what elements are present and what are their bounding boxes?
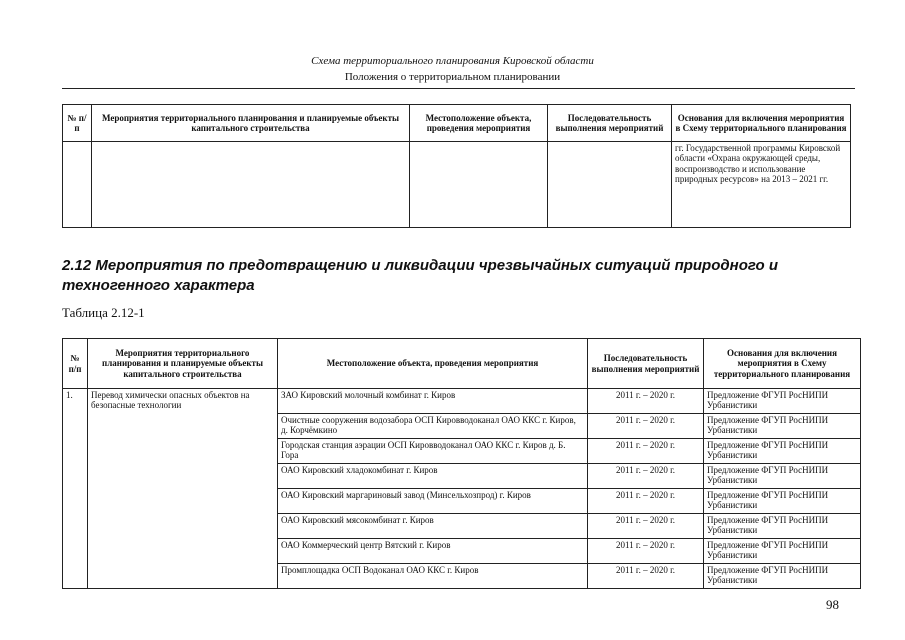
cell-location: ОАО Коммерческий центр Вятский г. Киров [278, 539, 588, 564]
cell-location: ОАО Кировский хладокомбинат г. Киров [278, 464, 588, 489]
header-cell-num: № п/п [63, 105, 92, 142]
cell-location: Городская станция аэрации ОСП Кировводоканал ОАО ККС г. Киров д. Б. Гора [278, 439, 588, 464]
cell-measures [92, 142, 410, 228]
cell-location: Промплощадка ОСП Водоканал ОАО ККС г. Киров [278, 564, 588, 589]
header-cell-location: Местоположение объекта, проведения мероприятия [278, 339, 588, 389]
table-header-row [63, 339, 861, 389]
cell-location: ЗАО Кировский молочный комбинат г. Киров [278, 389, 588, 414]
cell-sequence [548, 142, 672, 228]
cell-location: ОАО Кировский маргариновый завод (Минсельхозпрод) г. Киров [278, 489, 588, 514]
cell-basis: Предложение ФГУП РосНИПИ Урбанистики [704, 439, 861, 464]
header-cell-basis: Основания для включения мероприятия в Схему территориального планирования [704, 339, 861, 389]
cell-basis: Предложение ФГУП РосНИПИ Урбанистики [704, 414, 861, 439]
cell-location: Очистные сооружения водозабора ОСП Кировводоканал ОАО ККС г. Киров, д. Корчёмкино [278, 414, 588, 439]
cell-sequence: 2011 г. – 2020 г. [588, 414, 704, 439]
cell-location [410, 142, 548, 228]
cell-basis: Предложение ФГУП РосНИПИ Урбанистики [704, 489, 861, 514]
table-caption: Таблица 2.12-1 [62, 305, 145, 320]
cell-basis: Предложение ФГУП РосНИПИ Урбанистики [704, 514, 861, 539]
header-divider [62, 88, 855, 89]
cell-basis: Предложение ФГУП РосНИПИ Урбанистики [704, 464, 861, 489]
page-number: 98 [826, 597, 839, 612]
table-row [63, 389, 861, 414]
cell-sequence: 2011 г. – 2020 г. [588, 539, 704, 564]
header-cell-sequence: Последовательность выполнения мероприятий [588, 339, 704, 389]
header-cell-num: № п/п [63, 339, 88, 389]
header-cell-basis: Основания для включения мероприятия в Схему территориального планирования [672, 105, 851, 142]
cell-sequence: 2011 г. – 2020 г. [588, 439, 704, 464]
document-header-title: Схема территориального планирования Кировской области [311, 55, 594, 67]
cell-num [63, 142, 92, 228]
continuation-table [62, 104, 851, 228]
cell-basis: Предложение ФГУП РосНИПИ Урбанистики [704, 539, 861, 564]
header-cell-location: Местоположение объекта, проведения мероприятия [410, 105, 548, 142]
header-cell-sequence: Последовательность выполнения мероприятий [548, 105, 672, 142]
cell-sequence: 2011 г. – 2020 г. [588, 489, 704, 514]
header-cell-measures: Мероприятия территориального планирования и планируемые объекты капитального строительства [88, 339, 278, 389]
header-cell-measures: Мероприятия территориального планирования и планируемые объекты капитального строительства [92, 105, 410, 142]
cell-sequence: 2011 г. – 2020 г. [588, 514, 704, 539]
cell-num: 1. [63, 389, 88, 589]
cell-sequence: 2011 г. – 2020 г. [588, 389, 704, 414]
table-row [63, 142, 851, 228]
cell-basis: Предложение ФГУП РосНИПИ Урбанистики [704, 389, 861, 414]
cell-sequence: 2011 г. – 2020 г. [588, 564, 704, 589]
cell-basis: гг. Государственной программы Кировской области «Охрана окружающей среды, воспроизводство и использование природных ресурсов» на 2013 – 2021 гг. [672, 142, 851, 228]
section-heading: 2.12 Мероприятия по предотвращению и ликвидации чрезвычайных ситуаций природного и техногенного характера [62, 257, 779, 294]
table-header-row [63, 105, 851, 142]
cell-sequence: 2011 г. – 2020 г. [588, 464, 704, 489]
cell-location: ОАО Кировский мясокомбинат г. Киров [278, 514, 588, 539]
emergency-measures-table [62, 338, 861, 589]
cell-basis: Предложение ФГУП РосНИПИ Урбанистики [704, 564, 861, 589]
cell-measure: Перевод химически опасных объектов на безопасные технологии [88, 389, 278, 589]
document-header-subtitle: Положения о территориальном планировании [344, 71, 561, 83]
